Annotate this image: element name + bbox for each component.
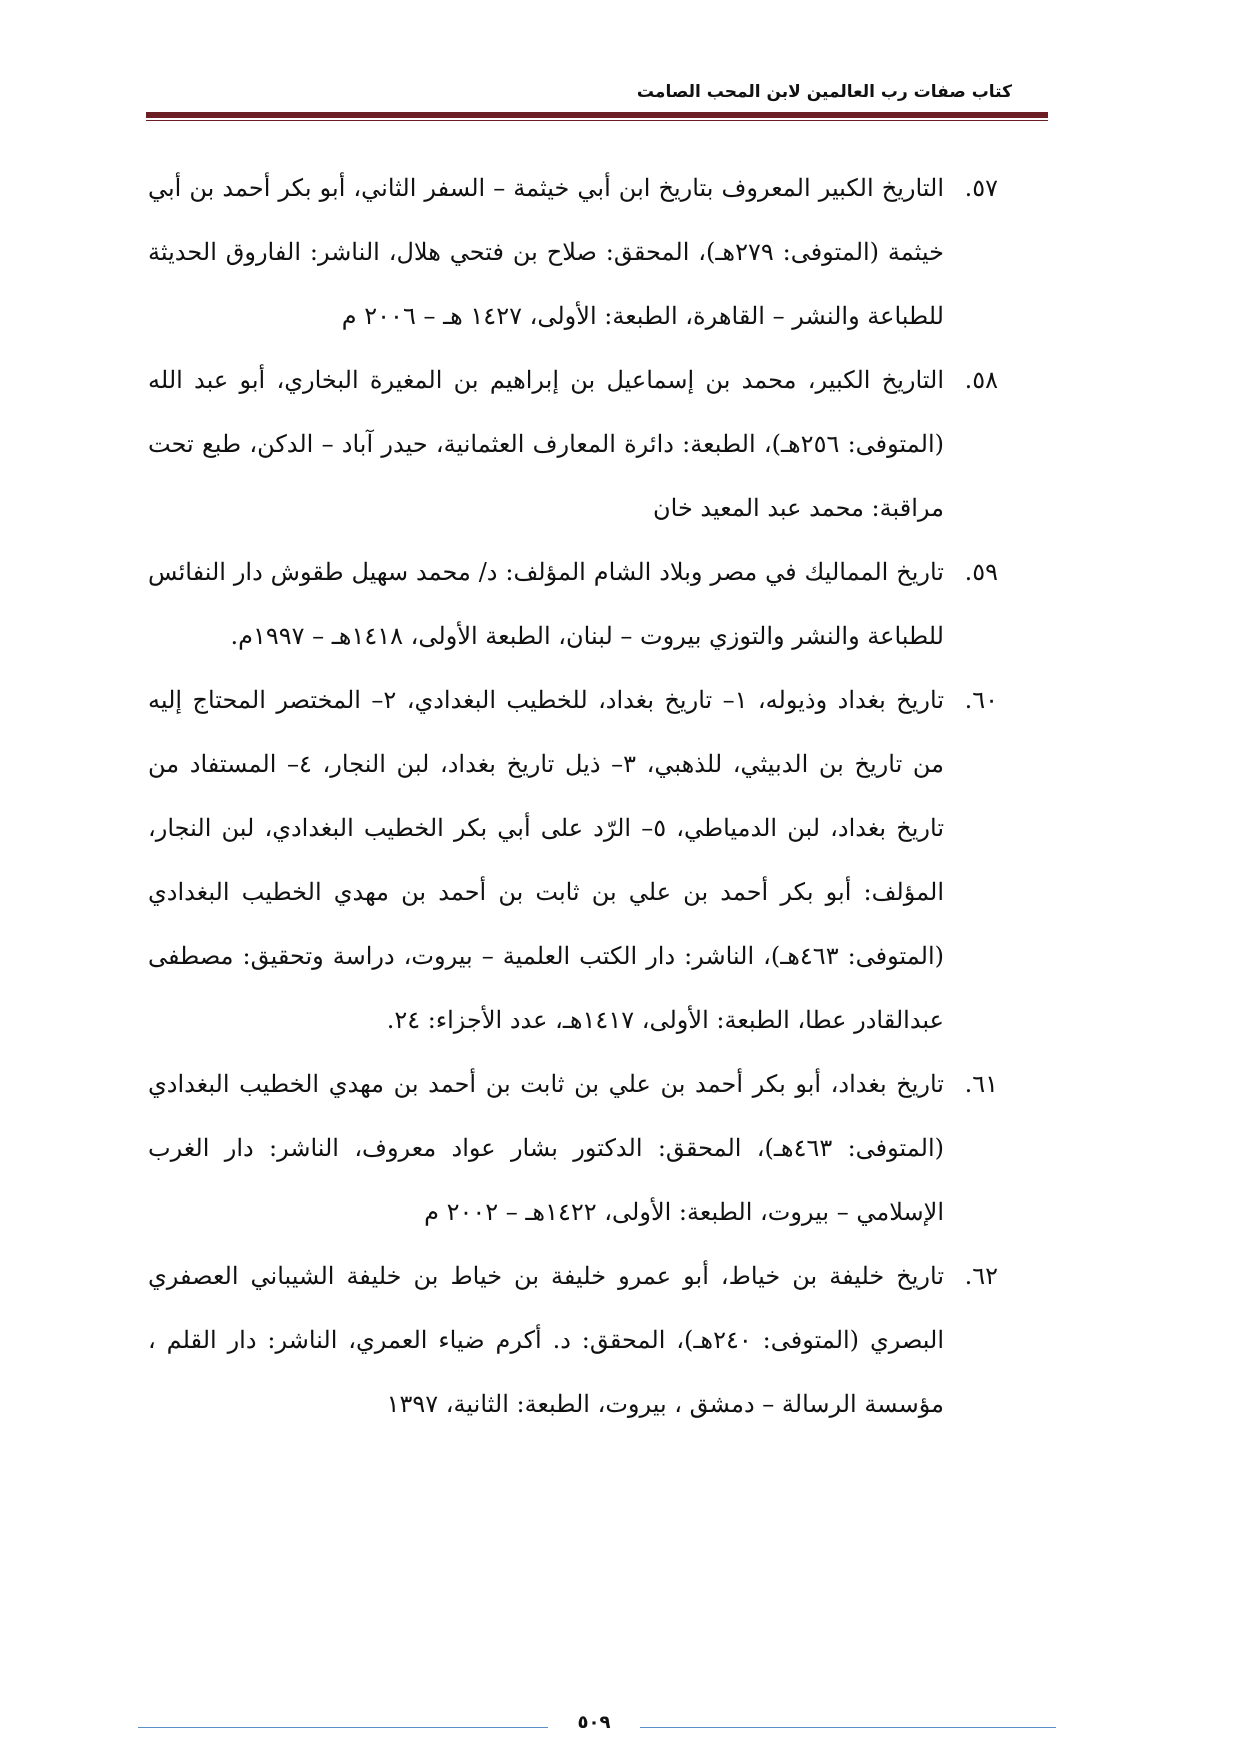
bibliography-entry (148, 668, 998, 1052)
bibliography-entry (148, 156, 998, 348)
entry-number: ٥٩. (964, 558, 998, 586)
entry-text: التاريخ الكبير، محمد بن إسماعيل بن إبراهيم بن المغيرة البخاري، أبو عبد الله (المتوفى: ٢٥٦هـ)، الطبعة: دائرة المعارف العثمانية، حيدر آباد – الدكن، طبع تحت مراقبة: محمد عبد المعيد خان (148, 366, 944, 522)
entry-number: ٦١. (964, 1070, 998, 1098)
entry-text: تاريخ بغداد وذيوله، ١– تاريخ بغداد، للخطيب البغدادي، ٢– المختصر المحتاج إليه من تاريخ بن الدبيثي، للذهبي، ٣– ذيل تاريخ بغداد، لبن النجار، ٤– المستفاد من تاريخ بغداد، لبن الدمياطي، ٥– الرّد على أبي بكر الخطيب البغدادي، لبن النجار، المؤلف: أبو بكر أحمد بن علي بن ثابت بن أحمد بن مهدي الخطيب البغدادي (المتوفى: ٤٦٣هـ)، الناشر: دار الكتب العلمية – بيروت، دراسة وتحقيق: مصطفى عبدالقادر عطا، الطبعة: الأولى، ١٤١٧هـ، عدد الأجزاء: ٢٤. (148, 686, 945, 1034)
bibliography-list (148, 156, 998, 1436)
header-rule-thick (146, 112, 1048, 118)
footer-rule-right (640, 1727, 1056, 1728)
entry-text: تاريخ بغداد، أبو بكر أحمد بن علي بن ثابت بن أحمد بن مهدي الخطيب البغدادي (المتوفى: ٤٦٣هـ)، المحقق: الدكتور بشار عواد معروف، الناشر: دار الغرب الإسلامي – بيروت، الطبعة: الأولى، ١٤٢٢هـ – ٢٠٠٢ م (148, 1070, 944, 1226)
bibliography-entry (148, 540, 998, 668)
page-number: ٥٠٩ (577, 1712, 611, 1733)
entry-number: ٥٧. (964, 174, 998, 202)
entry-text: التاريخ الكبير المعروف بتاريخ ابن أبي خيثمة – السفر الثاني، أبو بكر أحمد بن أبي خيثمة (المتوفى: ٢٧٩هـ)، المحقق: صلاح بن فتحي هلال، الناشر: الفاروق الحديثة للطباعة والنشر – القاهرة، الطبعة: الأولى، ١٤٢٧ هـ – ٢٠٠٦ م (148, 174, 944, 330)
bibliography-entry (148, 348, 998, 540)
entry-text: تاريخ خليفة بن خياط، أبو عمرو خليفة بن خياط بن خليفة الشيباني العصفري البصري (المتوفى: ٢٤٠هـ)، المحقق: د. أكرم ضياء العمري، الناشر: دار القلم ، مؤسسة الرسالة – دمشق ، بيروت، الطبعة: الثانية، ١٣٩٧ (148, 1262, 945, 1418)
bibliography-entry (148, 1244, 998, 1436)
entry-number: ٥٨. (964, 366, 998, 394)
bibliography-entry (148, 1052, 998, 1244)
running-header-title: كتاب صفات رب العالمين لابن المحب الصامت (636, 82, 1012, 102)
entry-number: ٦٠. (964, 686, 998, 714)
entry-text: تاريخ المماليك في مصر وبلاد الشام المؤلف: د/ محمد سهيل طقوش دار النفائس للطباعة والنشر والتوزي بيروت – لبنان، الطبعة الأولى، ١٤١٨هـ – ١٩٩٧م. (148, 558, 944, 650)
footer-rule-left (138, 1727, 548, 1728)
header-rule-thin (146, 120, 1048, 121)
entry-number: ٦٢. (964, 1262, 998, 1290)
